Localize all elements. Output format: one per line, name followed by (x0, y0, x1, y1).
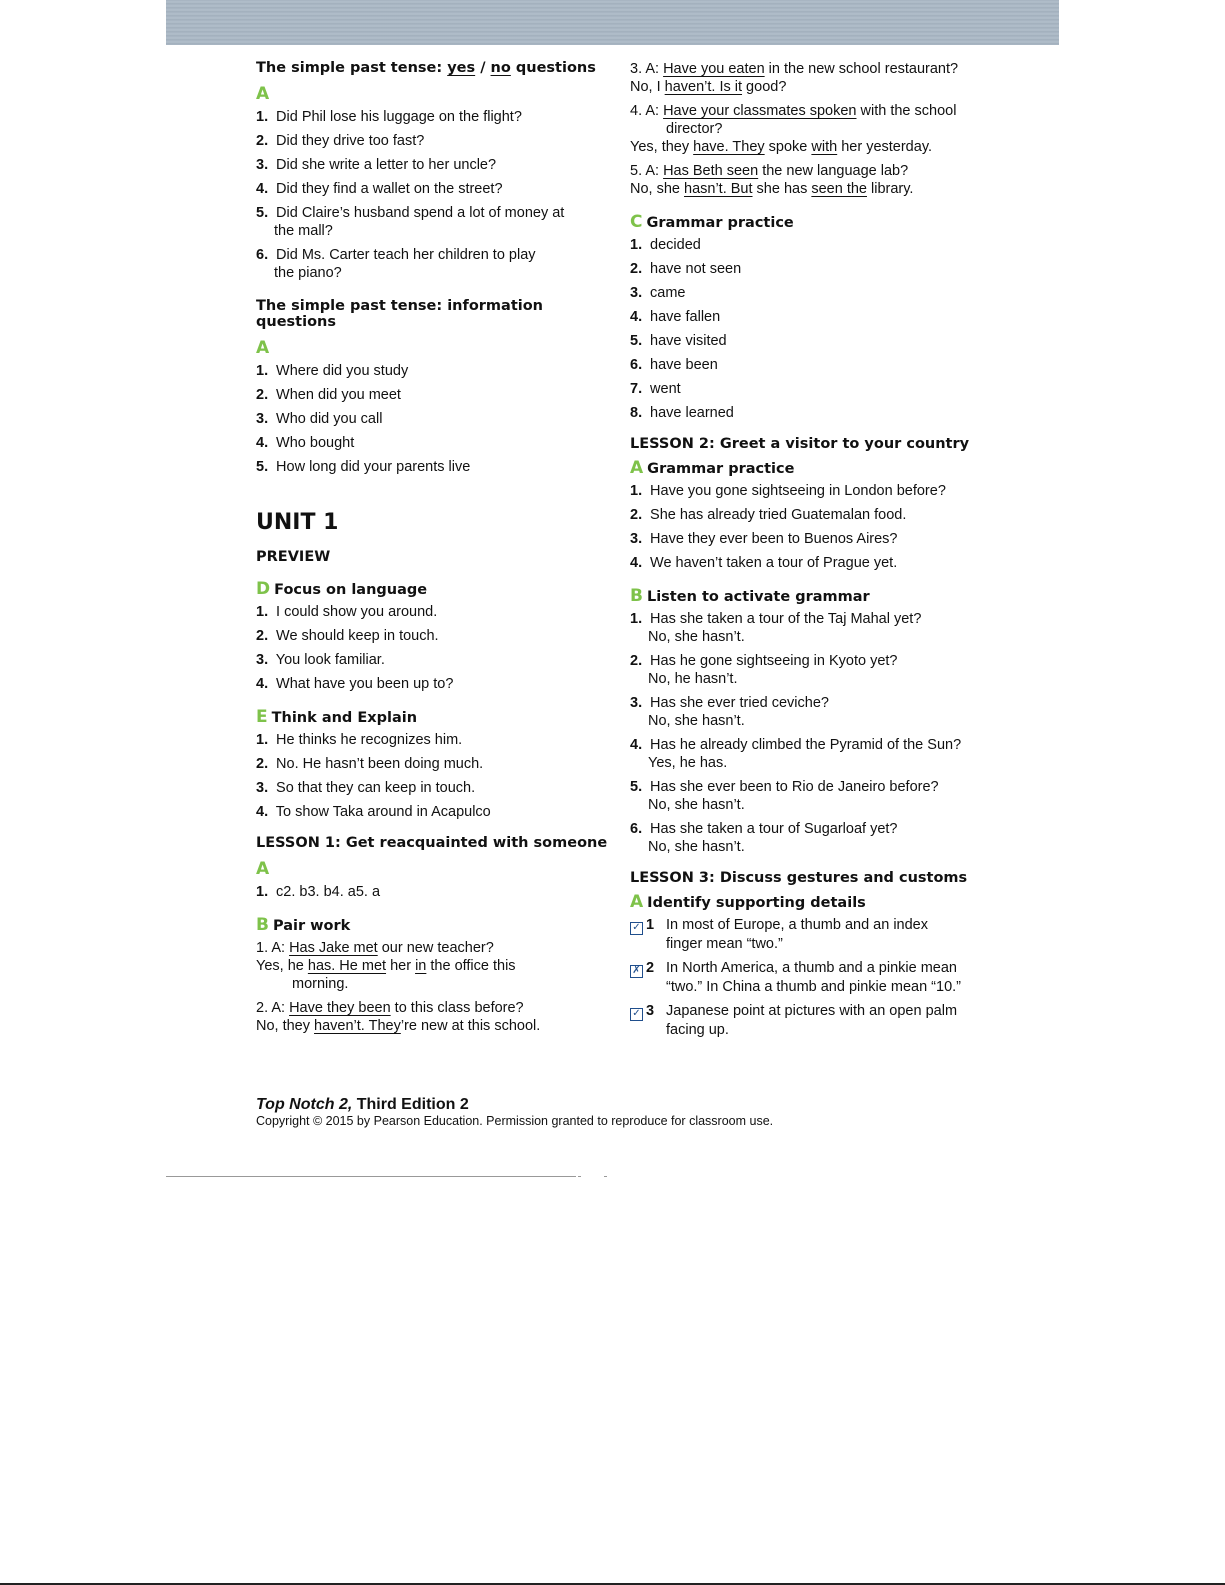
info-list (256, 362, 616, 476)
section-title-yes-no: The simple past tense: yes / no questions (256, 60, 596, 76)
list-item: 3. Have they ever been to Buenos Aires? (630, 531, 898, 547)
list-item: 3. Did she write a letter to her uncle? (256, 157, 497, 173)
list-item: 3. So that they can keep in touch. (256, 780, 476, 796)
lesson1-title: LESSON 1: Get reacquainted with someone (256, 835, 608, 851)
list-item: 2. Has he gone sightseeing in Kyoto yet? No, he hasn’t. (630, 653, 898, 687)
list-item: 4. Has he already climbed the Pyramid of the Sun? Yes, he has. (630, 737, 962, 771)
copyright-notice: Copyright © 2015 by Pearson Education. Permission granted to reproduce for classroom use. (256, 1114, 774, 1128)
section-grammar-practice-c: C Grammar practice (630, 212, 794, 232)
section-listen-activate: B Listen to activate grammar (630, 586, 870, 606)
section-focus-language: D Focus on language (256, 579, 428, 599)
section-think-explain: E Think and Explain (256, 707, 418, 727)
list-item: 5. Has she ever been to Rio de Janeiro before? No, she hasn’t. (630, 779, 939, 813)
list-item: 4. have fallen (630, 309, 721, 325)
listen-list (630, 610, 1000, 856)
list-item: 6. Did Ms. Carter teach her children to play the piano? (256, 247, 536, 281)
checkbox-icon: ✓ (630, 922, 643, 935)
list-item: 5. A: Has Beth seen the new language lab? No, she hasn’t. But she has seen the library. (630, 163, 914, 197)
header-banner (166, 0, 1059, 45)
checkbox-icon: ✓ (630, 1008, 643, 1021)
section-pair-work: B Pair work (256, 915, 351, 935)
list-item: 4. To show Taka around in Acapulco (256, 804, 491, 820)
list-item: 2. No. He hasn’t been doing much. (256, 756, 484, 772)
list-item: 5. How long did your parents live (256, 459, 471, 475)
list-item: 1. Where did you study (256, 363, 409, 379)
list-item: 2. Did they drive too fast? (256, 133, 425, 149)
think-list (256, 731, 616, 821)
list-item: 5. Did Claire’s husband spend a lot of money at the mall? (256, 205, 565, 239)
focus-list (256, 603, 616, 693)
list-item: 4. We haven’t taken a tour of Prague yet. (630, 555, 898, 571)
list-item: 2. When did you meet (256, 387, 401, 403)
page-divider (166, 1176, 576, 1177)
section-supporting-details: A Identify supporting details (630, 892, 866, 912)
list-item: 3. Has she ever tried ceviche? No, she hasn’t. (630, 695, 829, 729)
exercise-letter: A (256, 859, 270, 879)
list-item: 6. have been (630, 357, 718, 373)
list-item: 1. Have you gone sightseeing in London before? (630, 483, 946, 499)
book-title: Top Notch 2, Third Edition 2 (256, 1096, 469, 1113)
divider-dot (578, 1176, 581, 1177)
details-list (630, 916, 1000, 1039)
list-item: 3. A: Have you eaten in the new school restaurant? No, I haven’t. Is it good? (630, 61, 959, 95)
list-item: 2. She has already tried Guatemalan food. (630, 507, 907, 523)
list-item: 4. A: Have your classmates spoken with the school director? Yes, they have. They spoke with her yesterday. (630, 103, 957, 155)
list-item: 1. c2. b3. b4. a5. a (256, 884, 381, 900)
section-grammar-practice-a: A Grammar practice (630, 458, 795, 478)
list-item: 1. A: Has Jake met our new teacher? Yes, he has. He met her in the office this morning. (256, 940, 516, 992)
list-item: 4. Did they find a wallet on the street? (256, 181, 503, 197)
list-item: 5. have visited (630, 333, 727, 349)
unit-title: UNIT 1 (256, 510, 339, 535)
list-item: 3. came (630, 285, 686, 301)
list-item: 2. A: Have they been to this class before? No, they haven’t. They’re new at this school. (256, 1000, 541, 1034)
list-item: 6. Has she taken a tour of Sugarloaf yet? No, she hasn’t. (630, 821, 898, 855)
list-item: 4. What have you been up to? (256, 676, 454, 692)
preview-heading: PREVIEW (256, 549, 331, 565)
pair-continued-list (630, 60, 1000, 198)
grammar-a-list (630, 482, 1000, 572)
list-item: 1. I could show you around. (256, 604, 438, 620)
list-item: 1. decided (630, 237, 701, 253)
lesson3-title: LESSON 3: Discuss gestures and customs (630, 870, 968, 886)
list-item: ✗ 2 In North America, a thumb and a pinkie mean “two.” In China a thumb and pinkie mean “10.” (630, 959, 1000, 996)
list-item: 3. Who did you call (256, 411, 383, 427)
list-item: 2. We should keep in touch. (256, 628, 439, 644)
lesson1-list (256, 883, 616, 901)
list-item: 7. went (630, 381, 681, 397)
list-item: 4. Who bought (256, 435, 355, 451)
lesson2-title: LESSON 2: Greet a visitor to your country (630, 436, 970, 452)
list-item: 3. You look familiar. (256, 652, 385, 668)
list-item: ✓ 1 In most of Europe, a thumb and an index finger mean “two.” (630, 916, 1000, 953)
exercise-letter: A (256, 84, 270, 104)
list-item: ✓ 3 Japanese point at pictures with an open palm facing up. (630, 1002, 1000, 1039)
list-item: 1. He thinks he recognizes him. (256, 732, 463, 748)
grammar-c-list (630, 236, 1000, 422)
section-title-info: The simple past tense: information questions (256, 298, 544, 330)
exercise-letter: A (256, 338, 270, 358)
divider-dot (604, 1176, 607, 1177)
right-column (630, 60, 1000, 1045)
pair-list (256, 939, 616, 1035)
list-item: 2. have not seen (630, 261, 742, 277)
yesno-list (256, 108, 616, 282)
list-item: 1. Has she taken a tour of the Taj Mahal yet? No, she hasn’t. (630, 611, 922, 645)
left-column (256, 60, 616, 1041)
checkbox-icon: ✗ (630, 965, 643, 978)
list-item: 8. have learned (630, 405, 734, 421)
list-item: 1. Did Phil lose his luggage on the flight? (256, 109, 522, 125)
